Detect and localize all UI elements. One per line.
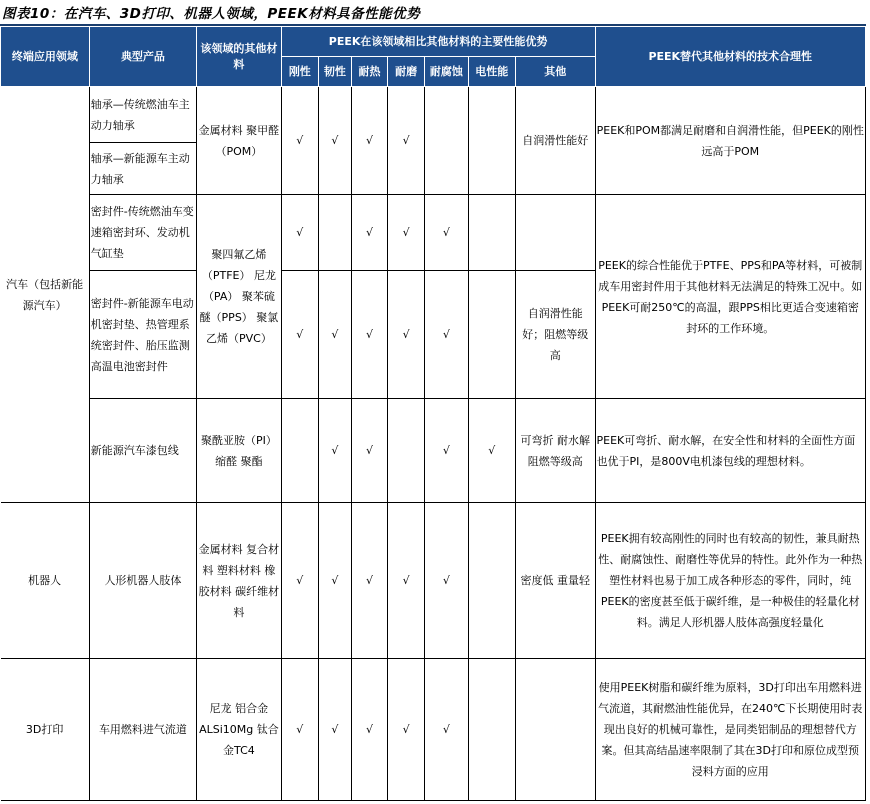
subheader-other: 其他 (516, 57, 596, 87)
check-mark: √ (425, 195, 468, 271)
empty-cell (468, 87, 515, 195)
check-mark: √ (318, 271, 351, 399)
subheader-rigidity: 刚性 (281, 57, 318, 87)
empty-cell (516, 195, 596, 271)
product-cell: 轴承—新能源车主动力轴承 (89, 143, 196, 195)
materials-cell: 尼龙 铝合金 ALSi10Mg 钛合金TC4 (197, 659, 282, 801)
domain-robot: 机器人 (1, 503, 90, 659)
rationale-cell: PEEK可弯折、耐水解，在安全性和材料的全面性方面也优于PI，是800V电机漆包线的理想材料。 (595, 399, 866, 503)
check-mark: √ (388, 195, 425, 271)
materials-cell: 金属材料 聚甲醛（POM） (197, 87, 282, 195)
materials-cell: 聚酰亚胺（PI） 缩醛 聚酯 (197, 399, 282, 503)
header-other-materials: 该领域的其他材料 (197, 27, 282, 87)
other-cell: 可弯折 耐水解 阻燃等级高 (516, 399, 596, 503)
check-mark: √ (281, 503, 318, 659)
check-mark: √ (281, 271, 318, 399)
product-cell: 轴承—传统燃油车主动力轴承 (89, 87, 196, 143)
table-row (1, 195, 866, 271)
check-mark: √ (318, 87, 351, 195)
empty-cell (516, 659, 596, 801)
table-row (1, 503, 866, 659)
product-cell: 车用燃料进气流道 (89, 659, 196, 801)
check-mark: √ (388, 271, 425, 399)
check-mark: √ (318, 503, 351, 659)
product-cell: 人形机器人肢体 (89, 503, 196, 659)
product-cell: 密封件-传统燃油车变速箱密封环、发动机气缸垫 (89, 195, 196, 271)
check-mark: √ (425, 503, 468, 659)
empty-cell (468, 195, 515, 271)
peek-comparison-table (0, 26, 866, 801)
empty-cell (281, 399, 318, 503)
check-mark: √ (388, 87, 425, 195)
figure-title: 图表10：在汽车、3D打印、机器人领域，PEEK材料具备性能优势 (2, 6, 421, 22)
check-mark: √ (318, 399, 351, 503)
rationale-cell: 使用PEEK树脂和碳纤维为原料，3D打印出车用燃料进气流道，其耐燃油性能优异，在240℃下长期使用时表现出良好的机械可靠性，是同类铝制品的理想替代方案。但其高结晶速率限制了其在3D打印和原位成型预浸料方面的应用 (595, 659, 866, 801)
other-cell: 自润滑性能好 (516, 87, 596, 195)
subheader-toughness: 韧性 (318, 57, 351, 87)
subheader-heat: 耐热 (351, 57, 387, 87)
domain-auto: 汽车（包括新能源汽车） (1, 87, 90, 503)
subheader-electrical: 电性能 (468, 57, 515, 87)
rationale-cell: PEEK的综合性能优于PTFE、PPS和PA等材料，可被制成车用密封件用于其他材料无法满足的特殊工况中。如PEEK可耐250℃的高温，跟PPS相比更适合变速箱密封环的工作环境。 (595, 195, 866, 399)
check-mark: √ (351, 659, 387, 801)
header-rationale: PEEK替代其他材料的技术合理性 (595, 27, 866, 87)
check-mark: √ (351, 271, 387, 399)
rationale-cell: PEEK拥有较高刚性的同时也有较高的韧性，兼具耐热性、耐腐蚀性、耐磨性等优异的特性。此外作为一种热塑性材料也易于加工成各种形态的零件，同时，纯PEEK的密度甚至低于碳纤维，是一种极佳的轻量化材料。满足人形机器人肢体高强度轻量化 (595, 503, 866, 659)
product-cell: 密封件-新能源车电动机密封垫、热管理系统密封件、胎压监测高温电池密封件 (89, 271, 196, 399)
subheader-wear: 耐磨 (388, 57, 425, 87)
check-mark: √ (351, 503, 387, 659)
check-mark: √ (468, 399, 515, 503)
check-mark: √ (425, 399, 468, 503)
check-mark: √ (425, 271, 468, 399)
empty-cell (468, 503, 515, 659)
check-mark: √ (351, 399, 387, 503)
header-product: 典型产品 (89, 27, 196, 87)
table-row (1, 87, 866, 143)
check-mark: √ (351, 87, 387, 195)
empty-cell (468, 271, 515, 399)
materials-cell: 金属材料 复合材料 塑料材料 橡胶材料 碳纤维材料 (197, 503, 282, 659)
subheader-corrosion: 耐腐蚀 (425, 57, 468, 87)
check-mark: √ (425, 659, 468, 801)
domain-3d-printing: 3D打印 (1, 659, 90, 801)
header-advantages: PEEK在该领域相比其他材料的主要性能优势 (281, 27, 595, 57)
other-cell: 自润滑性能好；阻燃等级高 (516, 271, 596, 399)
check-mark: √ (281, 659, 318, 801)
check-mark: √ (351, 195, 387, 271)
materials-cell: 聚四氟乙烯（PTFE） 尼龙（PA） 聚苯硫醚（PPS） 聚氯乙烯（PVC） (197, 195, 282, 399)
check-mark: √ (388, 659, 425, 801)
header-domain: 终端应用领域 (1, 27, 90, 87)
table-row (1, 659, 866, 801)
empty-cell (388, 399, 425, 503)
check-mark: √ (388, 503, 425, 659)
other-cell: 密度低 重量轻 (516, 503, 596, 659)
product-cell: 新能源汽车漆包线 (89, 399, 196, 503)
empty-cell (425, 87, 468, 195)
check-mark: √ (318, 659, 351, 801)
empty-cell (468, 659, 515, 801)
check-mark: √ (281, 87, 318, 195)
table-row (1, 399, 866, 503)
empty-cell (318, 195, 351, 271)
rationale-cell: PEEK和POM都满足耐磨和自润滑性能，但PEEK的刚性远高于POM (595, 87, 866, 195)
check-mark: √ (281, 195, 318, 271)
